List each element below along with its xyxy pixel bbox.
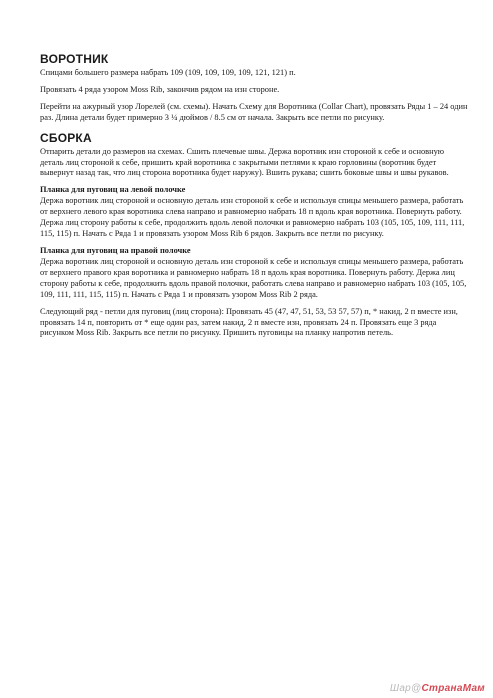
watermark-text-3: Мам (462, 683, 485, 694)
collar-paragraph-1: Спицами большего размера набрать 109 (109, 109, 109, 109, 121, 121) п. (40, 68, 296, 77)
watermark-text-2: Страна (421, 683, 463, 694)
watermark-at-sign: @ (411, 683, 422, 694)
collar-heading: ВОРОТНИК (40, 52, 109, 66)
left-band-paragraph: Держа воротник лиц стороной и основную деталь изн стороной к себе и используя спицы меньшего размера, работать от верхнего левого края воротника слева направо и равномерно набрать 18 п вдоль края воротника. Повернуть работу. Держа лиц сторону работы к себе, продолжить вдоль левой полочки и равномерно набрать 103 (105, 105, 109, 111, 111, 115, 115) п. Начать с Ряда 1 и провязать узором Moss Rib 6 рядов. Закрыть все петли по рисунку. (40, 196, 465, 239)
right-band-heading: Планка для пуговиц на правой полочке (40, 245, 191, 255)
watermark-text-1: Шар (389, 683, 412, 694)
assembly-paragraph: Отпарить детали до размеров на схемах. Сшить плечевые швы. Держа воротник изн стороной к себе и основную деталь лиц стороной к себе, пришить край воротника с закрытыми петлями к краю горловины (воротник будет вывернут назад так, что лиц сторона воротника будет наружу). Вшить рукава; сшить боковые швы и швы рукавов. (40, 146, 449, 178)
collar-paragraph-2: Провязать 4 ряда узором Moss Rib, закончив рядом на изн стороне. (40, 84, 280, 94)
collar-paragraph-3: Перейти на ажурный узор Лорелей (см. схемы). Начать Схему для Воротника (Collar Chart), провязать Ряды 1 – 24 один раз. Длина детали будет примерно 3 ¼ дюймов / 8.5 см от начала. Закрыть все петли по рисунку. (40, 101, 468, 122)
document-content (40, 52, 468, 339)
site-watermark (390, 683, 485, 694)
left-band-heading: Планка для пуговиц на левой полочке (40, 185, 186, 195)
assembly-heading: СБОРКА (40, 130, 92, 145)
right-band-paragraph-2: Следующий ряд - петли для пуговиц (лиц сторона): Провязать 45 (47, 47, 51, 53, 53 57, 57) п, * накид, 2 п вместе изн, провязать 14 п, повторить от * еще один раз, затем накид, 2 п вместе изн, провязать 24 п. Провязать еще 3 ряда рисунком Moss Rib. Закрыть все петли по рисунку. Пришить пуговицы на планку напротив петель. (40, 306, 458, 338)
right-band-paragraph-1: Держа воротник лиц стороной и основную деталь изн стороной к себе и используя спицы меньшего размера, работать от верхнего правого края воротника и равномерно набрать 18 п вдоль края воротника. Повернуть работу. Держа лиц сторону работы к себе, продолжить вдоль правой полочки, работать слева направо и равномерно набрать 103 (105, 105, 109, 111, 111, 115, 115) п. Начать с Ряда 1 и провязать узором Moss Rib 2 ряда. (40, 256, 467, 299)
